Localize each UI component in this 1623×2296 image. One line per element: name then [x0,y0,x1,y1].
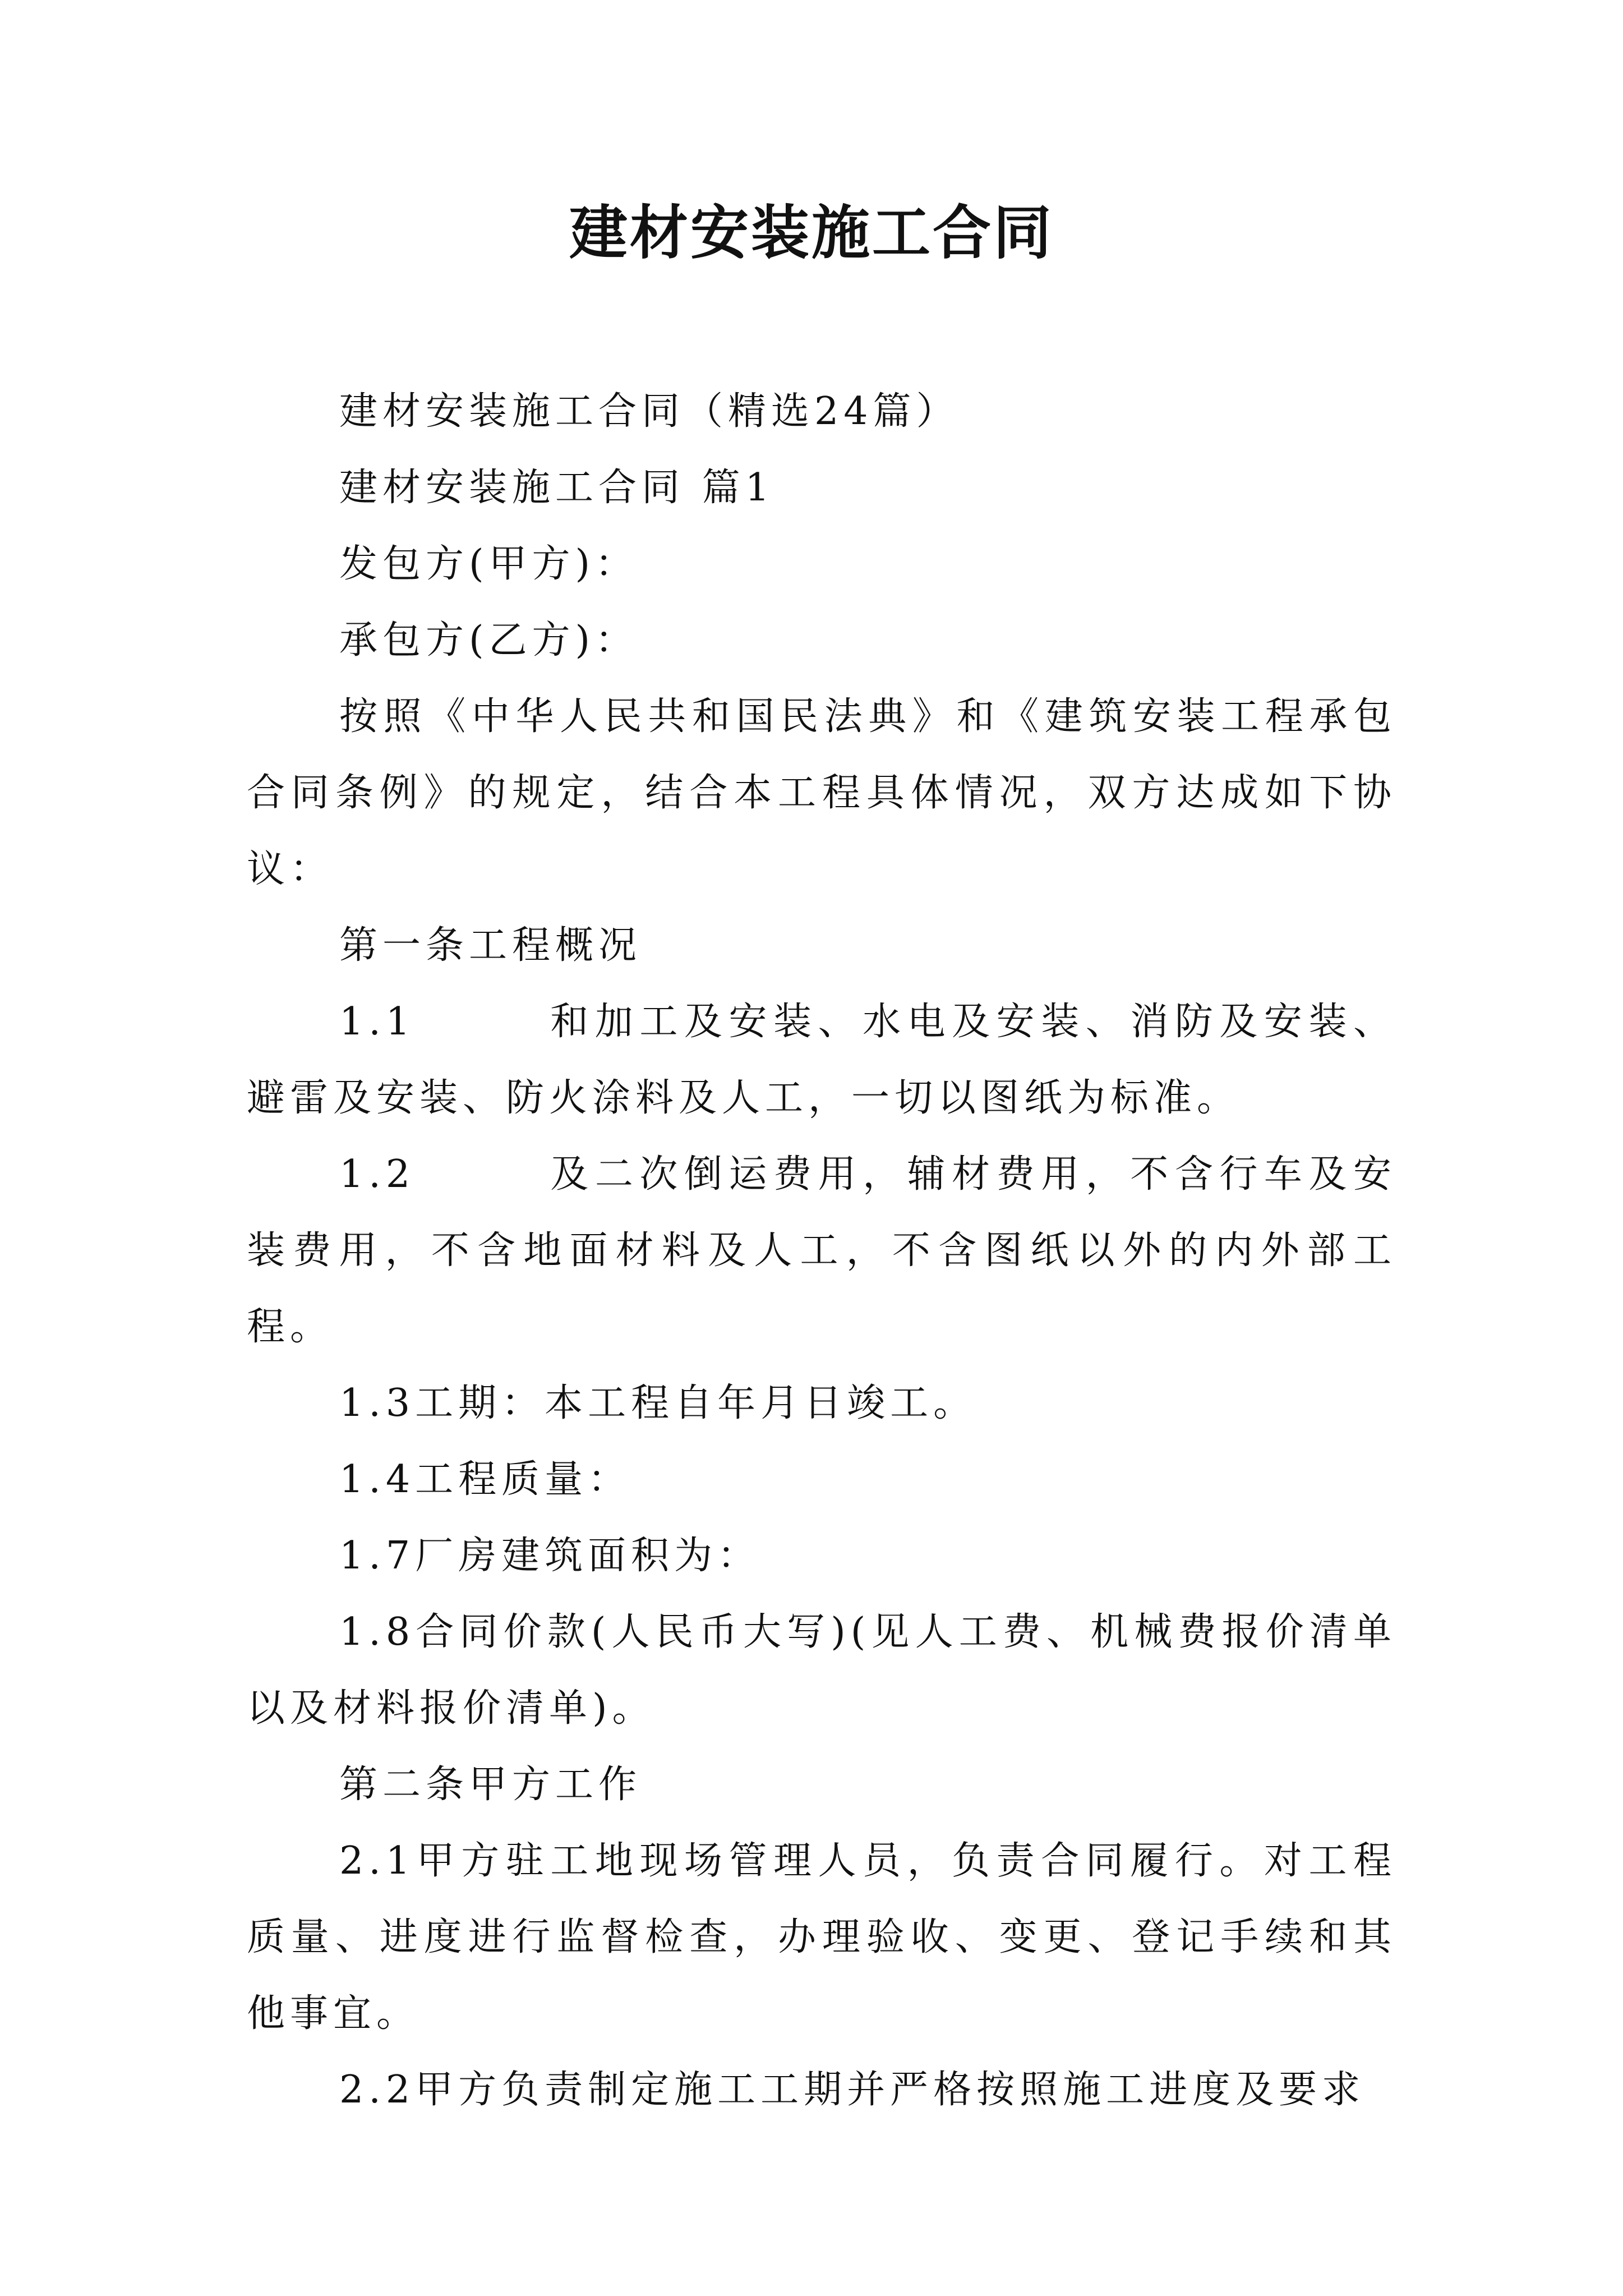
paragraph-chapter-heading: 建材安装施工合同 篇1 [339,466,774,510]
paragraph-article-2-heading: 第二条甲方工作 [339,1763,642,1807]
paragraph-clause-2-2: 2.2甲方负责制定施工工期并严格按照施工进度及要求 [339,2068,1366,2112]
paragraph-clause-2-1: 2.1甲方驻工地现场管理人员，负责合同履行。对工程质量、进度进行监督检查，办理验收、变更、登记手续和其他事宜。 [247,1839,1396,2036]
document-body [247,374,1396,2128]
paragraph-subtitle: 建材安装施工合同（精选24篇） [339,389,960,434]
paragraph-preamble: 按照《中华人民共和国民法典》和《建筑安装工程承包合同条例》的规定，结合本工程具体情况，双方达成如下协议： [247,694,1396,891]
paragraph-clause-1-3: 1.3工期：本工程自年月日竣工。 [339,1381,977,1425]
paragraph-party-a: 发包方(甲方)： [339,542,639,586]
paragraph-clause-1-2: 1.2 及二次倒运费用，辅材费用，不含行车及安装费用，不含地面材料及人工，不含图纸以外的内外部工程。 [247,1152,1396,1349]
paragraph-article-1-heading: 第一条工程概况 [339,923,642,968]
paragraph-party-b: 承包方(乙方)： [339,618,639,662]
paragraph-clause-1-8: 1.8合同价款(人民币大写)(见人工费、机械费报价清单以及材料报价清单)。 [247,1610,1396,1731]
document-title: 建材安装施工合同 [569,198,1054,267]
paragraph-clause-1-7: 1.7厂房建筑面积为： [339,1534,761,1578]
paragraph-clause-1-4: 1.4工程质量： [339,1457,631,1502]
paragraph-clause-1-1: 1.1 和加工及安装、水电及安装、消防及安装、避雷及安装、防火涂料及人工，一切以图纸为标准。 [247,1000,1396,1120]
